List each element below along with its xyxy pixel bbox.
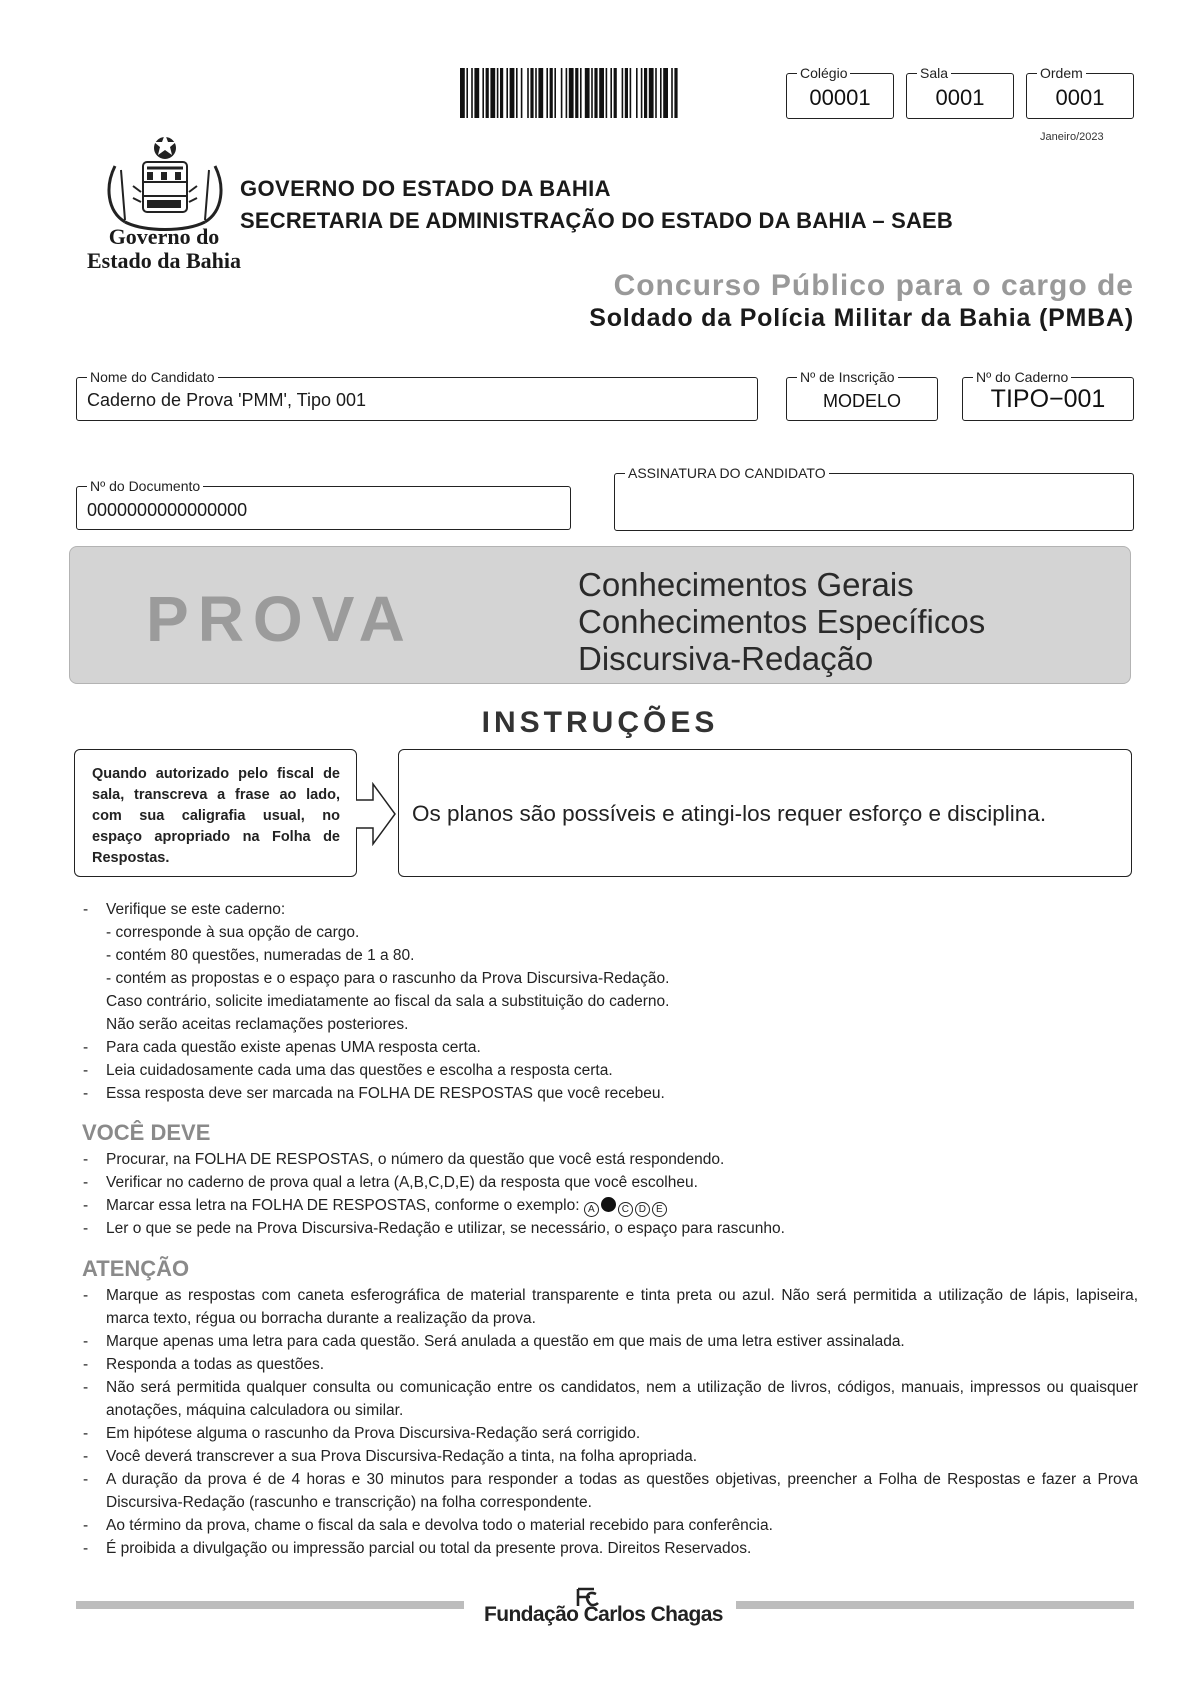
- barcode-bar: [500, 68, 503, 118]
- government-title: GOVERNO DO ESTADO DA BAHIA: [240, 176, 611, 201]
- signature-label: ASSINATURA DO CANDIDATO: [625, 465, 829, 481]
- barcode-bar: [486, 68, 489, 118]
- colegio-value: 00001: [809, 85, 871, 110]
- candidate-name-label: Nome do Candidato: [87, 369, 218, 385]
- secretariat-title: SECRETARIA DE ADMINISTRAÇÃO DO ESTADO DA BAHIA – SAEB: [240, 208, 953, 233]
- barcode-bar: [530, 68, 533, 118]
- list-item: Não serão aceitas reclamações posteriores.: [106, 1016, 409, 1033]
- list-item: - Ao término da prova, chame o fiscal da sala e devolva todo o material recebido para conferência.: [80, 1514, 1138, 1537]
- barcode-bar: [482, 68, 484, 118]
- list-item: - Marque as respostas com caneta esferográfica de material transparente e tinta preta ou azul. Não será permitida a utilização de lápis, lapiseira, marca texto, régua ou borracha durante a realização da prova.: [80, 1284, 1138, 1330]
- sala-field: [906, 65, 1014, 119]
- list-item: - Você deverá transcrever a sua Prova Discursiva-Redação a tinta, na folha apropriada.: [80, 1445, 1138, 1468]
- barcode-bar: [510, 68, 515, 118]
- list-item: - corresponde à sua opção de cargo.: [106, 924, 360, 941]
- barcode-bar: [460, 68, 465, 118]
- subject-essay: Discursiva-Redação: [578, 640, 874, 677]
- barcode-bar: [521, 68, 523, 118]
- subject-specific: Conhecimentos Específicos: [578, 603, 986, 640]
- document-number-value: 0000000000000000: [87, 500, 248, 520]
- list-item: - contém as propostas e o espaço para o rascunho da Prova Discursiva-Redação.: [106, 970, 670, 987]
- list-item: - Leia cuidadosamente cada uma das questões e escolha a resposta certa.: [80, 1059, 1138, 1082]
- footer-divider-right: [736, 1601, 1134, 1609]
- inscricao-field: [786, 369, 938, 421]
- subject-general: Conhecimentos Gerais: [578, 566, 914, 603]
- barcode-bar: [550, 68, 553, 118]
- barcode-bar: [610, 68, 612, 118]
- caderno-value: TIPO−001: [990, 385, 1106, 413]
- atencao-heading: ATENÇÃO: [82, 1256, 190, 1281]
- ordem-value: 0001: [1055, 85, 1105, 110]
- barcode-bar: [538, 68, 543, 118]
- barcode-bar: [575, 68, 578, 118]
- barcode-bar: [671, 68, 673, 118]
- barcode-bar: [561, 68, 563, 118]
- barcode-bar: [516, 68, 518, 118]
- barcode-bar: [566, 68, 568, 118]
- atencao-list: [80, 1284, 1138, 1560]
- list-item: - Ler o que se pede na Prova Discursiva-Redação e utilizar, se necessário, o espaço para rascunho.: [80, 1217, 1138, 1240]
- sala-value: 0001: [935, 85, 985, 110]
- barcode-bar: [674, 68, 677, 118]
- logo-text: [84, 225, 244, 273]
- barcode-bar: [625, 68, 628, 118]
- answer-bubble-b: [601, 1197, 616, 1212]
- barcode-bar: [527, 68, 529, 118]
- arrow-right-icon: [355, 782, 397, 846]
- colegio-field: [786, 65, 894, 119]
- barcode-bar: [649, 68, 654, 118]
- document-number-field: [76, 478, 571, 530]
- barcode-bar: [471, 68, 473, 118]
- contest-title: Concurso Público para o cargo de: [613, 269, 1134, 302]
- candidate-name-field: [76, 369, 758, 421]
- list-item: [80, 1194, 1138, 1217]
- signature-field[interactable]: [614, 465, 1134, 531]
- list-item: - Responda a todas as questões.: [80, 1353, 1138, 1376]
- inscricao-value: MODELO: [822, 391, 901, 411]
- barcode-bar: [497, 68, 499, 118]
- voce-deve-list: [80, 1148, 1138, 1240]
- barcode-bar: [466, 68, 468, 118]
- logo-text-line-1: Governo do: [108, 224, 220, 249]
- list-item: - contém 80 questões, numeradas de 1 a 80.: [106, 947, 415, 964]
- list-item: - Verifique se este caderno:: [80, 898, 1138, 921]
- answer-bubble-a: A: [584, 1202, 599, 1217]
- barcode-bar: [474, 68, 479, 118]
- barcode-bar: [622, 68, 624, 118]
- list-item-text: Marcar essa letra na FOLHA DE RESPOSTAS, conforme o exemplo:: [106, 1197, 580, 1214]
- barcode-bar: [663, 68, 668, 118]
- list-item: - Não será permitida qualquer consulta ou comunicação entre os candidatos, nem a utilização de livros, códigos, manuais, impressos ou quaisquer anotações, máquina calculadora ou similar.: [80, 1376, 1138, 1422]
- barcode-bar: [591, 68, 593, 118]
- candidate-name-value: Caderno de Prova 'PMM', Tipo 001: [87, 390, 367, 410]
- barcode-bar: [535, 68, 537, 118]
- barcode-bar: [490, 68, 495, 118]
- transcription-phrase: Os planos são possíveis e atingi-los requer esforço e disciplina.: [412, 801, 1047, 826]
- colegio-label: Colégio: [797, 65, 850, 81]
- footer-divider-left: [76, 1601, 464, 1609]
- position-title: Soldado da Polícia Militar da Bahia (PMBA): [589, 304, 1134, 332]
- caderno-label: Nº do Caderno: [973, 369, 1071, 385]
- ordem-field: [1026, 65, 1134, 119]
- list-item: - Marque apenas uma letra para cada questão. Será anulada a questão em que mais de uma letra estiver assinalada.: [80, 1330, 1138, 1353]
- inscricao-label: Nº de Inscrição: [797, 369, 898, 385]
- barcode-bar: [599, 68, 604, 118]
- logo-text-line-2: Estado da Bahia: [86, 248, 242, 273]
- barcode-bar: [585, 68, 590, 118]
- barcode-bar: [636, 68, 638, 118]
- list-item: - Verificar no caderno de prova qual a letra (A,B,C,D,E) da resposta que você escolheu.: [80, 1171, 1138, 1194]
- barcode-bar: [594, 68, 597, 118]
- barcode-bar: [655, 68, 657, 118]
- list-item: - Para cada questão existe apenas UMA resposta certa.: [80, 1036, 1138, 1059]
- barcode-bar: [546, 68, 548, 118]
- barcode-bar: [660, 68, 662, 118]
- document-number-label: Nº do Documento: [87, 478, 203, 494]
- list-item: - A duração da prova é de 4 horas e 30 minutos para responder a todas as questões objetivas, preencher a Folha de Respostas e fazer a Prova Discursiva-Redação (rascunho e transcrição) na folha correspondente.: [80, 1468, 1138, 1514]
- answer-bubble-e: E: [652, 1202, 667, 1217]
- barcode: [460, 68, 738, 118]
- voce-deve-heading: VOCÊ DEVE: [82, 1120, 211, 1145]
- list-item: - Procurar, na FOLHA DE RESPOSTAS, o número da questão que você está respondendo.: [80, 1148, 1138, 1171]
- barcode-bar: [606, 68, 608, 118]
- list-item: - Em hipótese alguma o rascunho da Prova Discursiva-Redação será corrigido.: [80, 1422, 1138, 1445]
- caderno-field: [962, 369, 1134, 421]
- transcription-callout: Quando autorizado pelo fiscal de sala, transcreva a frase ao lado, com sua caligrafia usual, no espaço apropriado na Folha de Respostas.: [74, 749, 357, 877]
- barcode-bar: [580, 68, 582, 118]
- barcode-bar: [614, 68, 617, 118]
- barcode-bar: [641, 68, 643, 118]
- barcode-bar: [569, 68, 574, 118]
- instructions-title: INSTRUÇÕES: [481, 706, 719, 739]
- answer-bubble-d: D: [635, 1202, 650, 1217]
- exam-date: Janeiro/2023: [1040, 131, 1104, 143]
- barcode-bar: [644, 68, 647, 118]
- footer-brand: Fundação Carlos Chagas: [484, 1603, 723, 1626]
- answer-example-bubbles: [584, 1197, 669, 1214]
- list-item: - É proibida a divulgação ou impressão parcial ou total da presente prova. Direitos Reservados.: [80, 1537, 1138, 1560]
- prova-title: PROVA: [146, 583, 414, 655]
- barcode-bar: [506, 68, 508, 118]
- answer-bubble-c: C: [618, 1202, 633, 1217]
- barcode-bar: [554, 68, 556, 118]
- list-item: - Essa resposta deve ser marcada na FOLHA DE RESPOSTAS que você recebeu.: [80, 1082, 1138, 1105]
- sala-label: Sala: [917, 65, 951, 81]
- verify-list: [80, 898, 1138, 1105]
- barcode-bar: [630, 68, 632, 118]
- ordem-label: Ordem: [1037, 65, 1086, 81]
- list-item: Caso contrário, solicite imediatamente ao fiscal da sala a substituição do caderno.: [106, 993, 670, 1010]
